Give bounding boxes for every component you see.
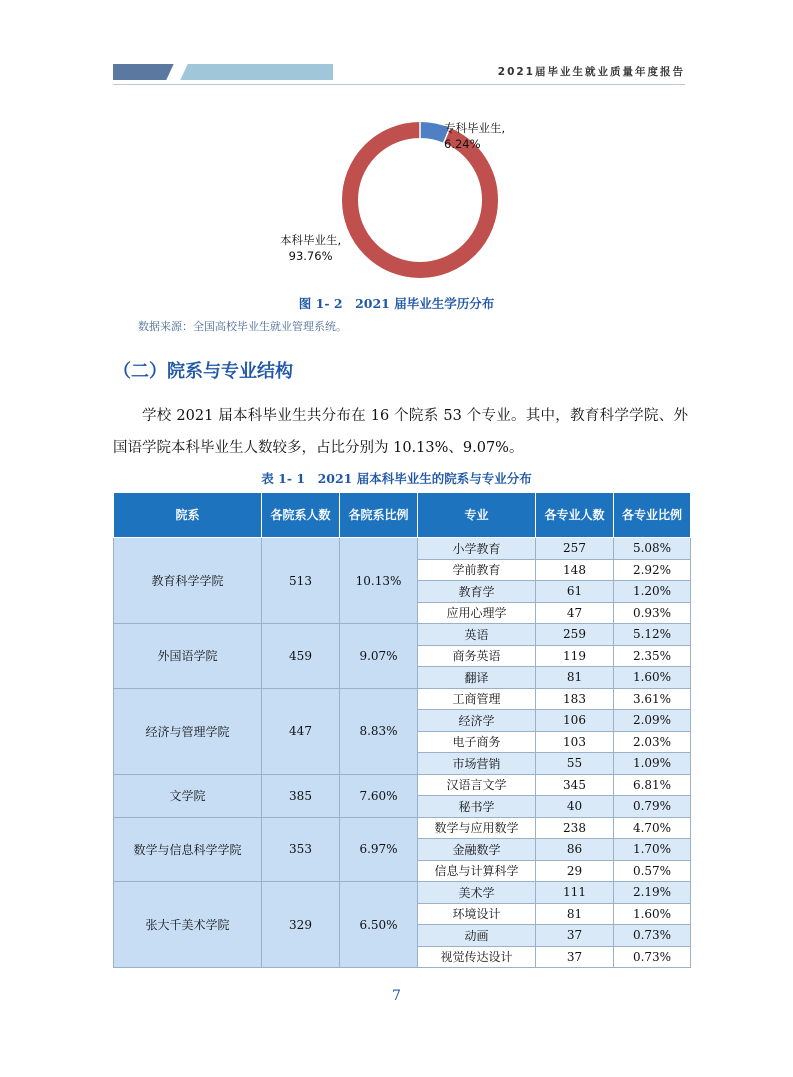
table-row bbox=[114, 538, 691, 560]
major-pct-cell: 1.09% bbox=[614, 753, 691, 775]
table-row bbox=[114, 624, 691, 646]
dept-name-cell: 文学院 bbox=[114, 774, 262, 817]
dept-pct-cell: 10.13% bbox=[340, 538, 418, 624]
major-count-cell: 40 bbox=[536, 796, 614, 818]
major-name-cell: 教育学 bbox=[418, 581, 536, 603]
header-dept-pct: 各院系比例 bbox=[340, 493, 418, 538]
major-count-cell: 47 bbox=[536, 602, 614, 624]
dept-name-cell: 外国语学院 bbox=[114, 624, 262, 689]
data-source-note: 数据来源：全国高校毕业生就业管理系统。 bbox=[138, 320, 347, 333]
major-name-cell: 美术学 bbox=[418, 882, 536, 904]
major-pct-cell: 1.60% bbox=[614, 667, 691, 689]
major-name-cell: 数学与应用数学 bbox=[418, 817, 536, 839]
major-count-cell: 61 bbox=[536, 581, 614, 603]
major-count-cell: 257 bbox=[536, 538, 614, 560]
header-title: 2021届毕业生就业质量年度报告 bbox=[497, 66, 685, 78]
major-pct-cell: 5.12% bbox=[614, 624, 691, 646]
major-name-cell: 金融数学 bbox=[418, 839, 536, 861]
dept-pct-cell: 7.60% bbox=[340, 774, 418, 817]
dept-pct-cell: 9.07% bbox=[340, 624, 418, 689]
dept-count-cell: 513 bbox=[262, 538, 340, 624]
dept-pct-cell: 6.50% bbox=[340, 882, 418, 968]
major-pct-cell: 6.81% bbox=[614, 774, 691, 796]
dept-count-cell: 385 bbox=[262, 774, 340, 817]
major-count-cell: 148 bbox=[536, 559, 614, 581]
major-name-cell: 小学教育 bbox=[418, 538, 536, 560]
major-count-cell: 345 bbox=[536, 774, 614, 796]
label-zhuanke-pct: 6.24% bbox=[444, 137, 481, 151]
major-pct-cell: 2.19% bbox=[614, 882, 691, 904]
table-row bbox=[114, 774, 691, 796]
body-paragraph bbox=[113, 400, 688, 464]
table-row bbox=[114, 688, 691, 710]
table-row bbox=[114, 817, 691, 839]
major-name-cell: 信息与计算科学 bbox=[418, 860, 536, 882]
dept-count-cell: 329 bbox=[262, 882, 340, 968]
header-decoration-light bbox=[175, 64, 333, 80]
major-count-cell: 106 bbox=[536, 710, 614, 732]
header-major-count: 各专业人数 bbox=[536, 493, 614, 538]
dept-count-cell: 447 bbox=[262, 688, 340, 774]
dept-pct-cell: 6.97% bbox=[340, 817, 418, 882]
major-pct-cell: 2.09% bbox=[614, 710, 691, 732]
major-pct-cell: 0.57% bbox=[614, 860, 691, 882]
major-pct-cell: 1.70% bbox=[614, 839, 691, 861]
major-count-cell: 183 bbox=[536, 688, 614, 710]
major-name-cell: 环境设计 bbox=[418, 903, 536, 925]
major-count-cell: 37 bbox=[536, 925, 614, 947]
major-pct-cell: 4.70% bbox=[614, 817, 691, 839]
major-pct-cell: 5.08% bbox=[614, 538, 691, 560]
major-count-cell: 29 bbox=[536, 860, 614, 882]
major-count-cell: 119 bbox=[536, 645, 614, 667]
major-count-cell: 111 bbox=[536, 882, 614, 904]
major-name-cell: 经济学 bbox=[418, 710, 536, 732]
major-count-cell: 238 bbox=[536, 817, 614, 839]
major-pct-cell: 2.03% bbox=[614, 731, 691, 753]
major-name-cell: 电子商务 bbox=[418, 731, 536, 753]
major-count-cell: 55 bbox=[536, 753, 614, 775]
major-count-cell: 86 bbox=[536, 839, 614, 861]
major-pct-cell: 2.92% bbox=[614, 559, 691, 581]
dept-count-cell: 459 bbox=[262, 624, 340, 689]
dept-name-cell: 经济与管理学院 bbox=[114, 688, 262, 774]
major-count-cell: 81 bbox=[536, 667, 614, 689]
major-pct-cell: 1.20% bbox=[614, 581, 691, 603]
table-body bbox=[114, 538, 691, 968]
major-name-cell: 翻译 bbox=[418, 667, 536, 689]
major-count-cell: 259 bbox=[536, 624, 614, 646]
label-benke-pct: 93.76% bbox=[288, 249, 333, 263]
major-pct-cell: 2.35% bbox=[614, 645, 691, 667]
major-name-cell: 英语 bbox=[418, 624, 536, 646]
label-benke-name: 本科毕业生, bbox=[280, 233, 342, 247]
major-name-cell: 动画 bbox=[418, 925, 536, 947]
header-dept: 院系 bbox=[114, 493, 262, 538]
major-count-cell: 37 bbox=[536, 946, 614, 968]
major-name-cell: 视觉传达设计 bbox=[418, 946, 536, 968]
major-pct-cell: 0.73% bbox=[614, 946, 691, 968]
table-row bbox=[114, 882, 691, 904]
major-name-cell: 工商管理 bbox=[418, 688, 536, 710]
major-name-cell: 商务英语 bbox=[418, 645, 536, 667]
major-count-cell: 103 bbox=[536, 731, 614, 753]
major-name-cell: 应用心理学 bbox=[418, 602, 536, 624]
dept-name-cell: 数学与信息科学学院 bbox=[114, 817, 262, 882]
dept-pct-cell: 8.83% bbox=[340, 688, 418, 774]
table-header-row bbox=[114, 493, 691, 538]
dept-name-cell: 教育科学学院 bbox=[114, 538, 262, 624]
label-zhuanke bbox=[444, 120, 505, 152]
major-pct-cell: 1.60% bbox=[614, 903, 691, 925]
label-benke bbox=[280, 232, 341, 264]
page-number: 7 bbox=[392, 988, 401, 1004]
dept-name-cell: 张大千美术学院 bbox=[114, 882, 262, 968]
header-major-pct: 各专业比例 bbox=[614, 493, 691, 538]
dept-count-cell: 353 bbox=[262, 817, 340, 882]
section-heading: （二）院系与专业结构 bbox=[113, 361, 293, 382]
header-major: 专业 bbox=[418, 493, 536, 538]
header-dept-count: 各院系人数 bbox=[262, 493, 340, 538]
major-name-cell: 汉语言文学 bbox=[418, 774, 536, 796]
major-pct-cell: 0.93% bbox=[614, 602, 691, 624]
figure-caption: 图 1- 2 2021 届毕业生学历分布 bbox=[298, 296, 495, 311]
major-name-cell: 秘书学 bbox=[418, 796, 536, 818]
paragraph-text: 学校 2021 届本科毕业生共分布在 16 个院系 53 个专业。其中，教育科学学院、外国语学院本科毕业生人数较多，占比分别为 10.13%、9.07%。 bbox=[113, 408, 688, 456]
label-zhuanke-name: 专科毕业生, bbox=[444, 121, 506, 135]
major-pct-cell: 3.61% bbox=[614, 688, 691, 710]
major-pct-cell: 0.73% bbox=[614, 925, 691, 947]
major-name-cell: 学前教育 bbox=[418, 559, 536, 581]
table-caption: 表 1- 1 2021 届本科毕业生的院系与专业分布 bbox=[261, 471, 532, 486]
major-name-cell: 市场营销 bbox=[418, 753, 536, 775]
major-count-cell: 81 bbox=[536, 903, 614, 925]
header-divider bbox=[113, 84, 685, 85]
major-distribution-table bbox=[113, 492, 691, 968]
major-pct-cell: 0.79% bbox=[614, 796, 691, 818]
